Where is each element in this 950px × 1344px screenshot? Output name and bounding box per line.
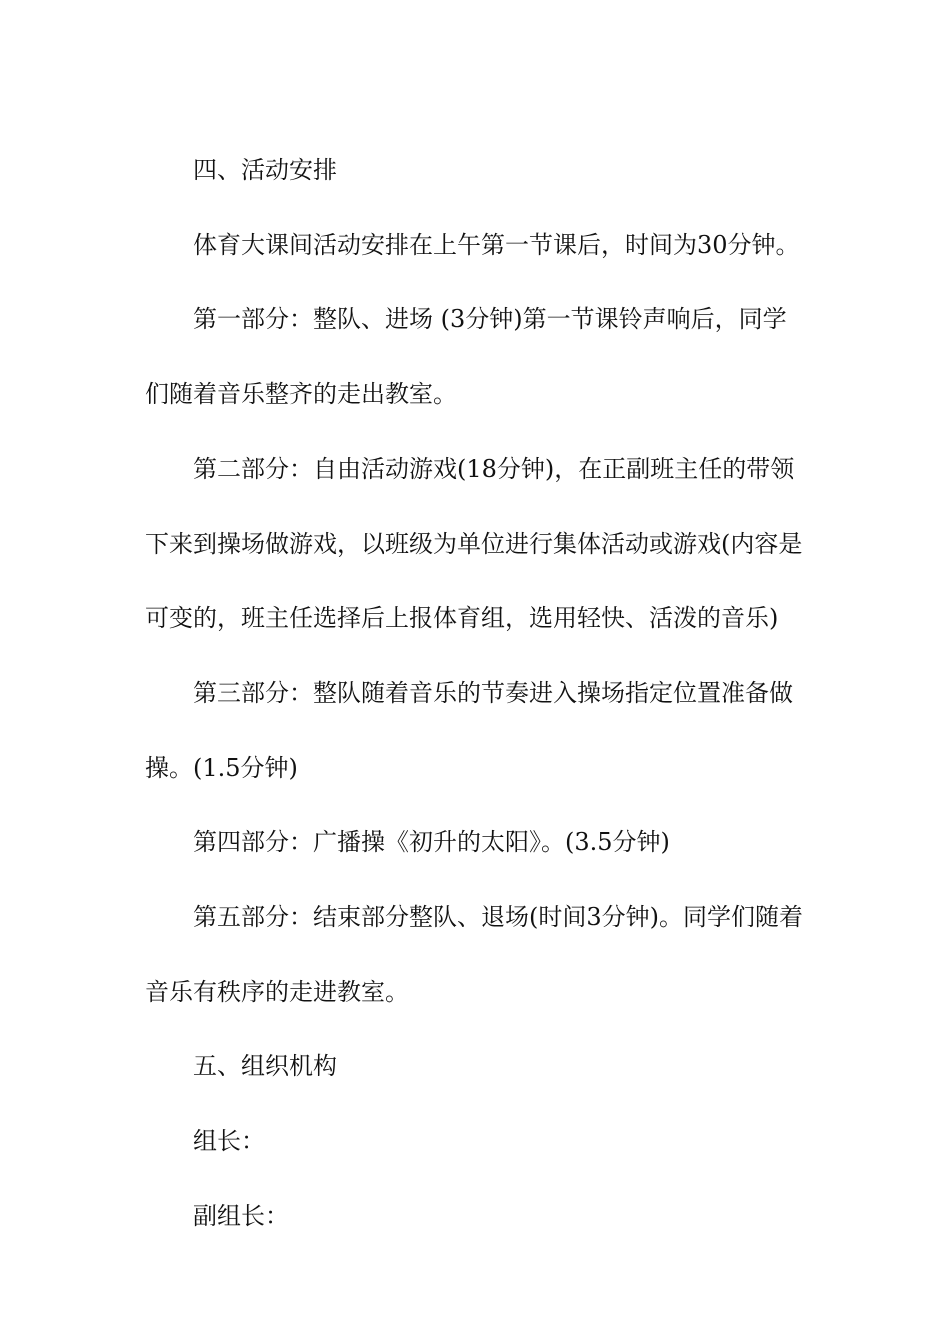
paragraph-part-five: 第五部分：结束部分整队、退场(时间3分钟)。同学们随着音乐有秩序的走进教室。 <box>145 903 803 1006</box>
paragraph-part-three: 第三部分：整队随着音乐的节奏进入操场指定位置准备做操。(1.5分钟) <box>145 678 793 782</box>
paragraph-deputy-team-leader: 副组长： <box>193 1201 289 1230</box>
section-heading-activity-schedule: 四、活动安排 <box>193 156 337 184</box>
paragraph-schedule-overview: 体育大课间活动安排在上午第一节课后，时间为30分钟。 <box>193 230 800 259</box>
document-body <box>145 133 810 1254</box>
section-heading-organization: 五、组织机构 <box>193 1052 337 1081</box>
paragraph-part-two: 第二部分：自由活动游戏(18分钟)，在正副班主任的带领下来到操场做游戏，以班级为单位进行集体活动或游戏(内容是可变的，班主任选择后上报体育组，选用轻快、活泼的音乐) <box>145 454 803 633</box>
paragraph-team-leader: 组长： <box>193 1127 265 1156</box>
paragraph-part-four: 第四部分：广播操《初升的太阳》。(3.5分钟) <box>193 828 670 857</box>
paragraph-part-one: 第一部分：整队、进场 (3分钟)第一节课铃声响后，同学们随着音乐整齐的走出教室。 <box>145 305 787 409</box>
